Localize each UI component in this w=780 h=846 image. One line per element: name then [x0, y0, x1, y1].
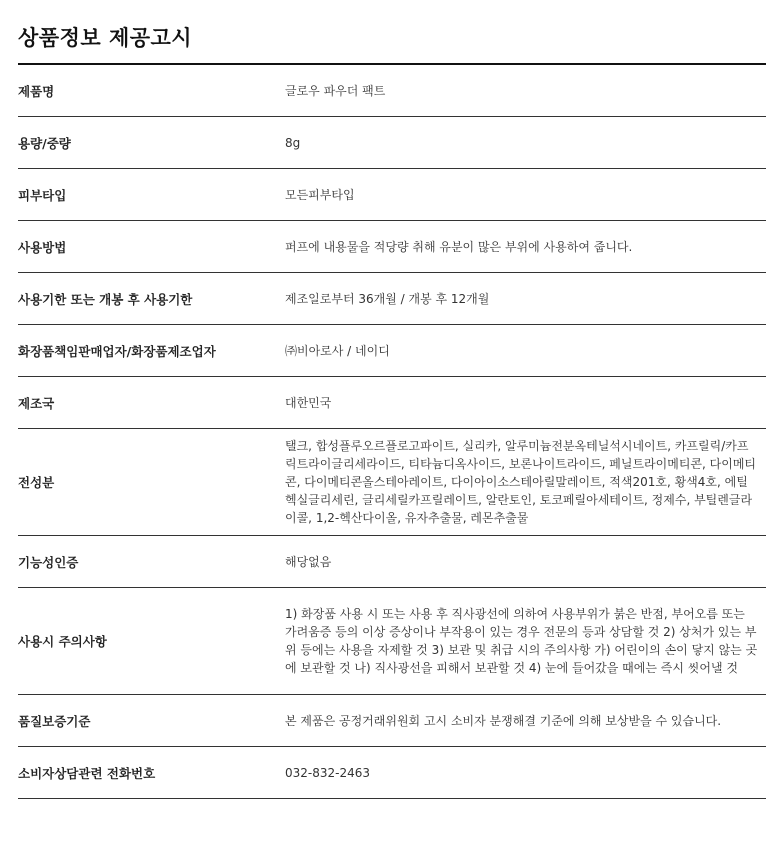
row-label: 전성분 [18, 475, 55, 490]
table-row-skin-type [18, 169, 766, 221]
table-row-phone [18, 747, 766, 799]
row-value: 8g [285, 135, 301, 150]
table-row-quality [18, 695, 766, 747]
row-value: 대한민국 [285, 395, 332, 410]
row-value: 본 제품은 공정거래위원회 고시 소비자 분쟁해결 기준에 의해 보상받을 수 있습니다. [285, 713, 722, 728]
table-row-functional [18, 536, 766, 588]
row-value: 해당없음 [285, 554, 332, 569]
row-value: 1) 화장품 사용 시 또는 사용 후 직사광선에 의하여 사용부위가 붉은 반점, 부어오름 또는 가려움증 등의 이상 증상이나 부작용이 있는 경우 전문의 등과 상담할 것 2) 상처가 있는 부위 등에는 사용을 자제할 것 3) 보관 및 취급 시의 주의사항 가) 어린이의 손이 닿지 않는 곳에 보관할 것 나) 직사광선을 피해서 보관할 것 4) 눈에 들어갔을 때에는 즉시 씻어낼 것 [285, 607, 758, 675]
table-row-cautions [18, 588, 766, 695]
row-label: 소비자상담관련 전화번호 [18, 765, 156, 781]
table-row-country [18, 377, 766, 429]
row-value: 탤크, 합성플루오르플로고파이트, 실리카, 알루미늄전분옥테닐석시네이트, 카프릴릭/카프릭트라이글리세라이드, 티타늄디옥사이드, 보론나이트라이드, 페닐트라이메티콘, 다이메티콘, 다이메티콘올스테아레이트, 다이아이소스테아릴말레이트, 적색201호, 황색4호, 에틸헥실글리세린, 글리세릴카프릴레이트, 알란토인, 토코페릴아세테이트, 정제수, 부틸렌글라이콜, 1,2-헥산다이올, 유자추출물, 레몬추출물 [285, 439, 757, 525]
row-label: 품질보증기준 [18, 713, 91, 729]
row-label: 용량/중량 [18, 135, 71, 151]
table-row-product-name [18, 65, 766, 117]
table-row-expiry [18, 273, 766, 325]
row-value: 글로우 파우더 팩트 [285, 83, 386, 98]
row-label: 기능성인증 [18, 554, 79, 570]
row-label: 제품명 [18, 83, 55, 99]
row-label: 사용방법 [18, 239, 67, 255]
row-value: ㈜비아로사 / 네이디 [285, 343, 390, 358]
row-label: 사용시 주의사항 [18, 634, 107, 649]
row-value: 032-832-2463 [285, 765, 371, 780]
table-row-ingredients [18, 429, 766, 536]
table-row-usage [18, 221, 766, 273]
row-label: 제조국 [18, 395, 55, 411]
row-label: 피부타입 [18, 187, 67, 203]
row-label: 화장품책임판매업자/화장품제조업자 [18, 343, 216, 359]
row-value: 퍼프에 내용물을 적당량 취해 유분이 많은 부위에 사용하여 줍니다. [285, 239, 633, 254]
page-title: 상품정보 제공고시 [18, 26, 193, 50]
info-table [18, 65, 766, 799]
table-row-volume [18, 117, 766, 169]
row-label: 사용기한 또는 개봉 후 사용기한 [18, 291, 193, 307]
row-value: 제조일로부터 36개월 / 개봉 후 12개월 [285, 291, 490, 306]
table-row-manufacturer [18, 325, 766, 377]
row-value: 모든피부타입 [285, 187, 355, 202]
